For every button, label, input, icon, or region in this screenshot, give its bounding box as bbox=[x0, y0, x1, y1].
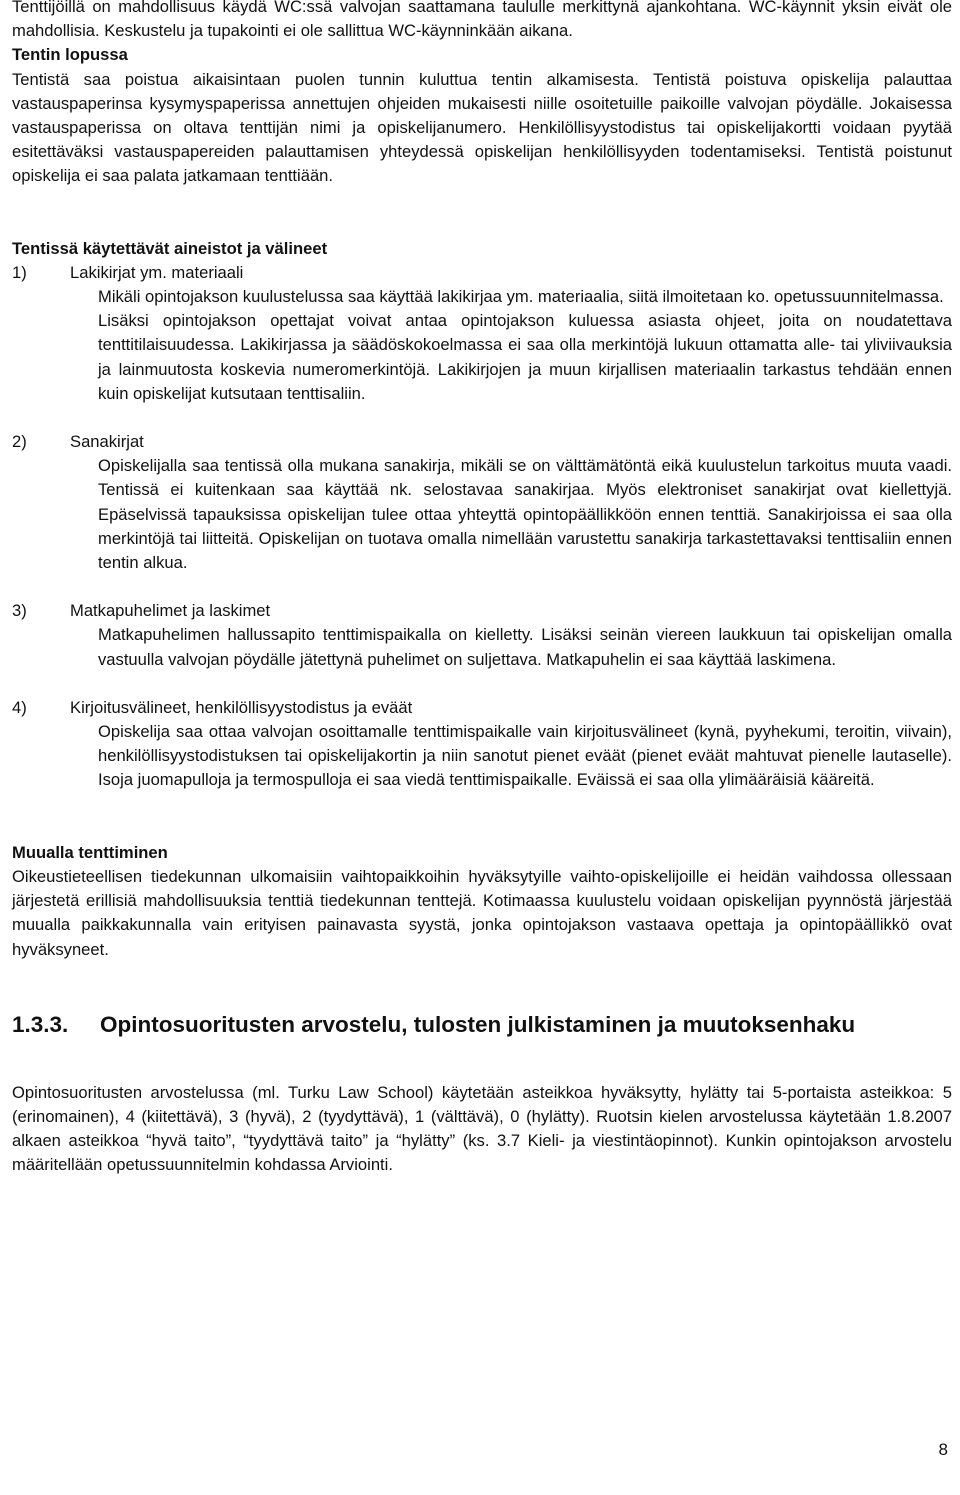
spacer bbox=[12, 672, 952, 696]
intro-paragraph: Tenttijöillä on mahdollisuus käydä WC:ssä valvojan saattamana taululle merkittynä ajankohtana. WC-käynnit yksin eivät ole mahdollisia. Keskustelu ja tupakointi ei ole sallittua WC-käynninkään aikana. bbox=[12, 0, 952, 41]
spacer bbox=[12, 575, 952, 599]
list-item-paragraph: Matkapuhelimen hallussapito tenttimispaikalla on kielletty. Lisäksi seinän viereen laukkuun tai opiskelijan omalla vastuulla valvojan pöydälle jätettynä puhelimet on suljettava. Matkapuhelin ei saa käyttää laskimena. bbox=[98, 625, 952, 669]
list-item-sanakirjat bbox=[12, 430, 952, 575]
list-item-body bbox=[98, 454, 952, 575]
list-item-matkapuhelimet bbox=[12, 599, 952, 672]
spacer bbox=[12, 189, 952, 237]
tentin-lopussa-paragraph: Tentistä saa poistua aikaisintaan puolen tunnin kuluttua tentin alkamisesta. Tentistä poistuva opiskelija palauttaa vastauspaperinsa kysymyspaperissa annettujen ohjeiden mukaisesti niille osoitetuille paikoille valvojan pöydälle. Jokaisessa vastauspaperissa on oltava tenttijän nimi ja opiskelijanumero. Henkilöllisyystodistus tai opiskelijakortti voidaan pyytää esitettäväksi vastauspapereiden palauttamisen yhteydessä opiskelijan henkilöllisyyden todentamiseksi. Tentistä poistunut opiskelija ei saa palata jatkamaan tenttiään. bbox=[12, 69, 952, 186]
heading-tentin-lopussa: Tentin lopussa bbox=[12, 45, 128, 65]
section-number: 1.3.3. bbox=[12, 1011, 69, 1037]
section-paragraph: Opintosuoritusten arvostelussa (ml. Turku Law School) käytetään asteikkoa hyväksytty, hylätty tai 5-portaista asteikkoa: 5 (erinomainen), 4 (kiitettävä), 3 (hyvä), 2 (tyydyttävä), 1 (välttävä), 0 (hylätty). Ruotsin kielen arvostelussa käytetään 1.8.2007 alkaen asteikkoa “hyvä taito”, “tyydyttävä taito” ja “hylätty” (ks. 3.7 Kieli- ja viestintäopinnot). Kunkin opintojakson arvostelu määritellään opetussuunnitelmin kohdassa Arviointi. bbox=[12, 1082, 952, 1175]
muualla-paragraph: Oikeustieteellisen tiedekunnan ulkomaisiin vaihtopaikkoihin hyväksytyille vaihto-opiskelijoille ei heidän vaihdossa ollessaan järjestetä erillisiä mahdollisuuksia tenttiä tiedekunnan tenttejä. Kotimaassa kuulustelu voidaan opiskelijan pyynnöstä järjestää muualla paikkakunnalla vain erityisen painavasta syystä, jonka opintojakson vastaava opettaja ja opintopäällikkö ovat hyväksyneet. bbox=[12, 866, 952, 959]
spacer bbox=[12, 962, 952, 1010]
list-item-lakikirjat bbox=[12, 261, 952, 406]
list-item-title: Lakikirjat ym. materiaali bbox=[70, 262, 244, 282]
list-item-body bbox=[98, 285, 952, 406]
list-item-body bbox=[98, 623, 952, 671]
spacer bbox=[12, 793, 952, 841]
list-number: 4) bbox=[12, 697, 27, 717]
list-item-kirjoitusvalineet bbox=[12, 696, 952, 793]
list-item-paragraph: Opiskelijalla saa tentissä olla mukana sanakirja, mikäli se on välttämätöntä eikä kuulustelun tarkoitus muuta vaadi. Tentissä ei kuitenkaan saa käyttää nk. selostavaa sanakirjaa. Myös elektroniset sanakirjat ovat kiellettyjä. Epäselvissä tapauksissa opiskelijan tulee ottaa yhteyttä opintopäällikköön ennen tenttiä. Sanakirjoissa ei saa olla merkintöjä tai liitteitä. Opiskelijan on tuotava omalla nimellään varustettu sanakirja tarkastettavaksi tenttisaliin ennen tentin alkua. bbox=[98, 456, 952, 573]
heading-aineistot: Tentissä käytettävät aineistot ja välineet bbox=[12, 238, 328, 258]
document-page bbox=[12, 0, 952, 1178]
page-number: 8 bbox=[938, 1440, 948, 1459]
list-number: 2) bbox=[12, 432, 27, 452]
heading-muualla: Muualla tenttiminen bbox=[12, 842, 168, 862]
list-item-paragraph: Mikäli opintojakson kuulustelussa saa käyttää lakikirjaa ym. materiaalia, siitä ilmoitetaan ko. opetussuunnitelmassa. bbox=[98, 287, 944, 307]
spacer bbox=[12, 406, 952, 430]
list-item-title: Kirjoitusvälineet, henkilöllisyystodistus ja eväät bbox=[70, 697, 413, 717]
list-item-paragraph: Opiskelija saa ottaa valvojan osoittamalle tenttimispaikalle vain kirjoitusvälineet (kynä, pyyhekumi, teroitin, viivain), henkilöllisyystodistuksen tai opiskelijakortin ja niin sanotut pienet eväät (pienet eväät mahtuvat pienelle lautaselle). Isoja juomapulloja ja termospulloja ei saa viedä tenttimispaikalle. Eväissä ei saa olla ylimääräisiä kääreitä. bbox=[98, 722, 952, 790]
list-item-title: Matkapuhelimet ja laskimet bbox=[70, 601, 271, 621]
list-item-body bbox=[98, 720, 952, 793]
spacer bbox=[12, 1039, 952, 1081]
section-title bbox=[12, 1010, 952, 1039]
section-title-text: Opintosuoritusten arvostelu, tulosten julkistaminen ja muutoksenhaku bbox=[100, 1011, 856, 1037]
list-item-paragraph: Lisäksi opintojakson opettajat voivat antaa opintojakson kuluessa asiasta ohjeet, joita on noudatettava tenttitilaisuudessa. Lakikirjassa ja säädöskokoelmassa ei saa olla merkintöjä lukuun ottamatta alle- tai yliviivauksia ja lainmuutosta koskevia numeromerkintöjä. Lakikirjojen ja muun kirjallisen materiaalin tarkastus tehdään ennen kuin opiskelijat kutsutaan tenttisaliin. bbox=[98, 311, 952, 403]
list-item-title: Sanakirjat bbox=[70, 432, 144, 452]
list-number: 1) bbox=[12, 262, 27, 282]
list-number: 3) bbox=[12, 601, 27, 621]
